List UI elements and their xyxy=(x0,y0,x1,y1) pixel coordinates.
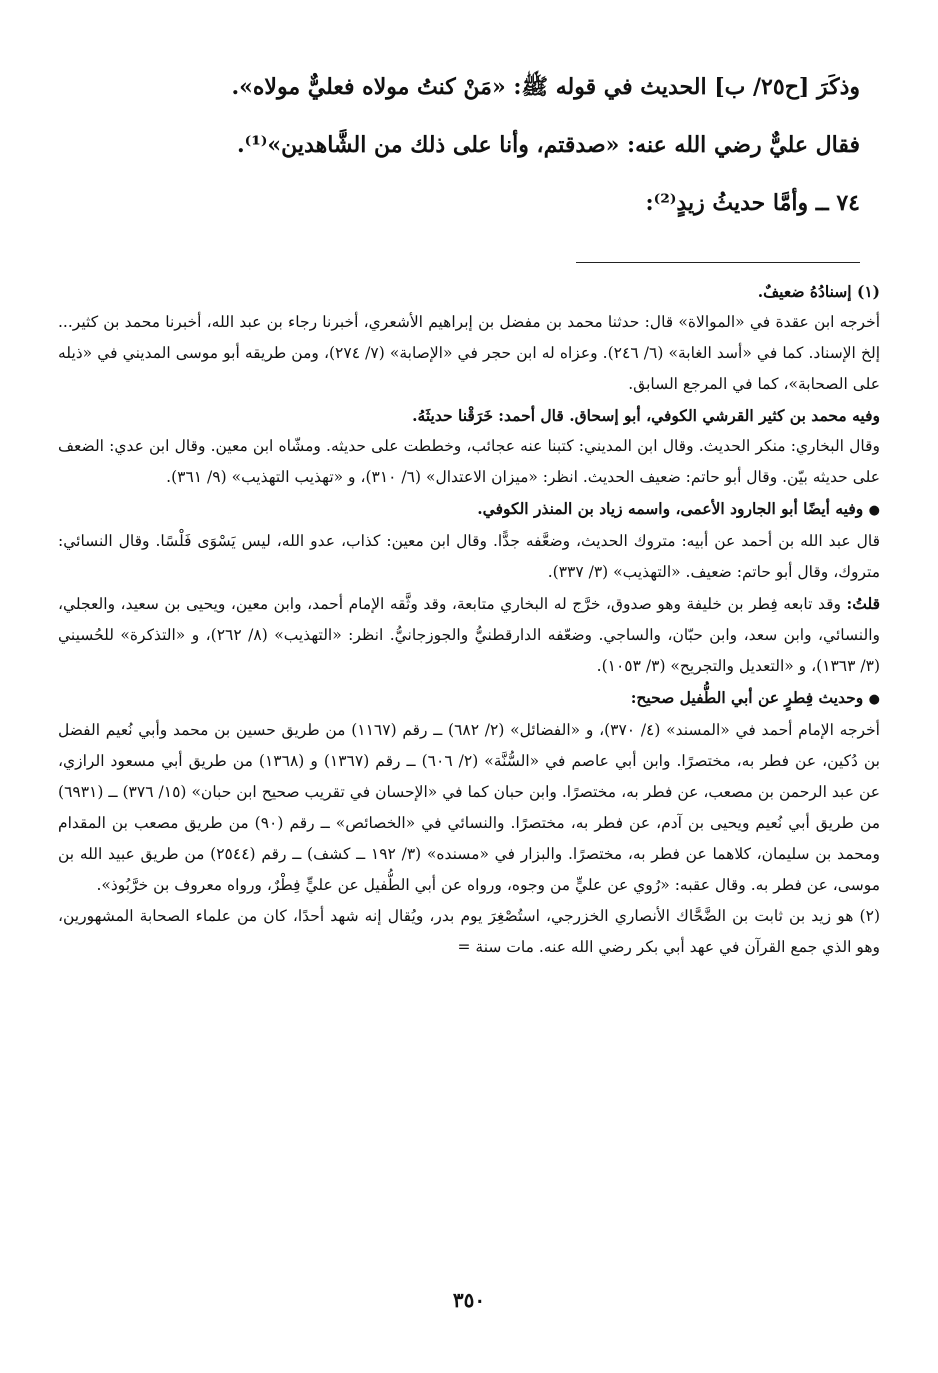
footnotes xyxy=(58,276,880,963)
main-line-1: وذكَرَ [ح٢٥/ ب] الحديث في قوله ﷺ: «مَنْ كنتُ مولاه فعليٌّ مولاه». xyxy=(231,74,860,100)
footnote-1-bullet-item xyxy=(58,682,880,715)
footnote-2: (٢) هو زيد بن ثابت بن الضَّحَّاك الأنصاري الخزرجي، استُصْغِرَ يوم بدر، ويُقال إنه شهد أحدًا، كان من علماء الصحابة المشهورين، وهو الذي جمع القرآن في عهد أبي بكر رضي الله عنه. مات سنة = xyxy=(58,907,880,956)
qultu-text: وقد تابعه فِطر بن خليفة وهو صدوق، خرَّج له البخاري متابعة، وقد وثَّقه الإمام أحمد، وابن معين، ويحيى بن سعيد، والعجلي، والنسائي، وابن سعد، وابن حبّان، والساجي. وضعّفه الدارقطنيُّ والجوزجانيُّ. انظر: «التهذيب» (٨/ ٢٦٢)، و «التذكرة» للحُسيني (٣/ ١٣٦٣)، و «التعديل والتجريح» (٣/ ١٠٥٣). xyxy=(58,595,881,675)
footnote-1-paragraph: أخرجه الإمام أحمد في «المسند» (٤/ ٣٧٠)، و «الفضائل» (٢/ ٦٨٢) ــ رقم (١١٦٧) من طريق حسين بن محمد وأبي نُعيم الفضل بن دُكين، عن فطر به، مختصرًا. وابن أبي عاصم في «السُّنَّة» (٢/ ٦٠٦) ــ رقم (١٣٦٧) و (١٣٦٨) من طريق أبي مسعود الرازي، عن عبد الرحمن بن مصعب، عن فطر به، مختصرًا. وابن حبان كما في «الإحسان في تقريب صحيح ابن حبان» (١٥/ ٣٧٦) ــ (٦٩٣١) من طريق أبي نُعيم ويحيى بن آدم، عن فطر به، مختصرًا. والنسائي في «الخصائص» ــ رقم (٩٠) من طريق مصعب بن المقدام ومحمد بن سليمان، كلاهما عن فطر به، مختصرًا. والبزار في «مسنده» (٣/ ١٩٢ ــ كشف) ــ رقم (٢٥٤٤) من طريق عبيد الله بن موسى، عن فطر به. وقال عقبه: «رُوي عن عليٍّ من وجوه، ورواه عن أبي الطُّفيل عن عليٍّ فِطْرٌ، ورواه معروف بن خرَّبُوذ». xyxy=(58,721,880,894)
footnote-separator xyxy=(576,262,860,263)
bullet-icon: ● xyxy=(868,692,880,707)
bullet-text: وحديث فِطرٍ عن أبي الطُّفيل صحيح: xyxy=(630,688,864,707)
footnote-1-paragraph: قال عبد الله بن أحمد عن أبيه: متروك الحديث، وضعَّفه جدًّا. وقال ابن معين: كذاب، عدو الله، ليس يَسْوَى فَلْسًا. وقال النسائي: متروك، وقال أبو حاتم: ضعيف. «التهذيب» (٣/ ٣٣٧). xyxy=(58,532,880,581)
footnote-1-paragraph xyxy=(58,588,880,682)
footnote-1-narrator-note: وفيه محمد بن كثير القرشي الكوفي، أبو إسحاق. قال أحمد: خَرَقْنا حديثَهُ. xyxy=(412,406,880,425)
footnote-1-bullet-item xyxy=(58,493,880,526)
footnote-1-paragraph: أخرجه ابن عقدة في «الموالاة» قال: حدثنا محمد بن مفضل بن إبراهيم الأشعري، أخبرنا رجاء بن عبد الله، أخبرنا محمد بن كثير... إلخ الإسناد. كما في «أسد الغابة» (٦/ ٢٤٦). وعزاه له ابن حجر في «الإصابة» (٧/ ٢٧٤)، ومن طريقه أبو موسى المديني في «ذيله على الصحابة»، كما في المرجع السابق. xyxy=(58,313,881,393)
main-text xyxy=(80,58,860,232)
footnote-1-heading: (١) إسنادُهُ ضعيفٌ. xyxy=(757,282,880,301)
page-number: ٣٥٠ xyxy=(452,1288,486,1312)
bullet-text: وفيه أيضًا أبو الجارود الأعمى، واسمه زياد بن المنذر الكوفي. xyxy=(477,499,864,518)
main-line-3: ٧٤ ــ وأمَّا حديثُ زيدٍ⁽²⁾: xyxy=(645,190,860,216)
footnote-1-paragraph: وقال البخاري: منكر الحديث. وقال ابن المديني: كتبنا عنه عجائب، وخططت على حديثه. ومشّاه ابن معين. وقال ابن عدي: الضعف على حديثه بيّن. وقال أبو حاتم: ضعيف الحديث. انظر: «ميزان الاعتدال» (٦/ ٣١٠)، و «تهذيب التهذيب» (٩/ ٣٦١). xyxy=(58,437,880,486)
main-line-2: فقال عليٌّ رضي الله عنه: «صدقتم، وأنا على ذلك من الشَّاهدين»⁽¹⁾. xyxy=(237,132,860,158)
qultu-label: قلتُ: xyxy=(846,594,880,613)
bullet-icon: ● xyxy=(868,503,880,518)
